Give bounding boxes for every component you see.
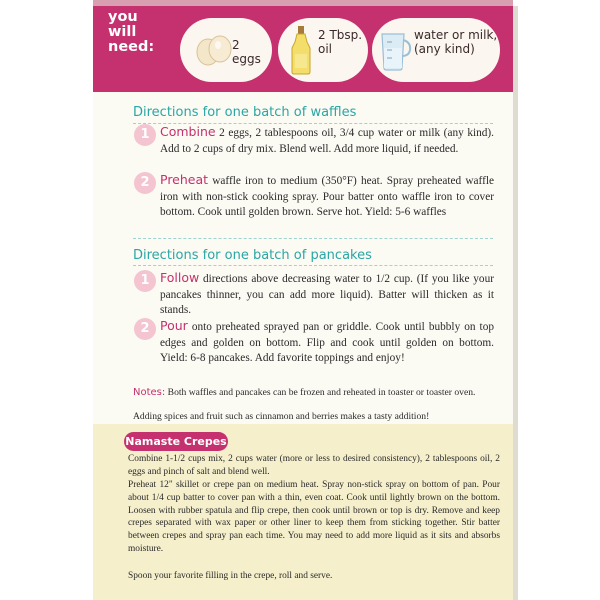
pancake-step-1-keyword: Follow bbox=[160, 270, 200, 285]
pancake-step-2 bbox=[160, 318, 494, 367]
crepes-paragraph-1: Combine 1-1/2 cups mix, 2 cups water (more or less to desired consistency), 2 tablespoons oil, 2 eggs and pinch of salt and blend well. bbox=[128, 454, 500, 477]
ingredient-eggs-label: 2 eggs bbox=[232, 38, 261, 66]
ingredient-eggs bbox=[180, 18, 272, 82]
you-will-need-label: you will need: bbox=[108, 9, 155, 55]
pancake-step-1-number: 1 bbox=[134, 270, 156, 292]
crepes-paragraph-3: Spoon your favorite filling in the crepe, roll and serve. bbox=[128, 571, 333, 581]
pancakes-heading: Directions for one batch of pancakes bbox=[133, 248, 372, 263]
pancake-step-1 bbox=[160, 270, 494, 319]
notes-line-1: Both waffles and pancakes can be frozen and reheated in toaster or toaster oven. bbox=[165, 387, 476, 398]
package-side-edge bbox=[513, 6, 518, 600]
waffles-heading: Directions for one batch of waffles bbox=[133, 105, 357, 120]
notes-block bbox=[133, 386, 495, 399]
waffle-step-1-text: 2 eggs, 2 tablespoons oil, 3/4 cup water or milk (any kind). Add to 2 cups of dry mix. Blend well. Add more liquid, if needed. bbox=[160, 127, 494, 155]
waffle-step-1 bbox=[160, 124, 494, 157]
pancake-step-2-keyword: Pour bbox=[160, 318, 188, 333]
pancake-step-2-text: onto preheated sprayed pan or griddle. Cook until bubbly on top edges and golden on bottom. Flip and cook until golden on bottom. Yield: 6-8 pancakes. Add favorite toppings and enjoy! bbox=[160, 321, 494, 364]
ingredient-oil bbox=[278, 18, 368, 82]
crepes-paragraph-2: Preheat 12" skillet or crepe pan on medium heat. Spray non-stick spray on bottom of pan. Pour about 1/4 cup batter to cover pan with a thin, even coat. Cook until lightly brown on the bottom. Loosen with rubber spatula and flip crepe, then cook until brown or top is dry. Remove and keep crepes separated with wax paper or other liner to keep them from sticking together. Stir batter between crepes and spray pan each time. You may need to add more liquid as it sits and absorbs moisture. bbox=[128, 480, 500, 554]
waffle-step-2-number: 2 bbox=[134, 172, 156, 194]
ingredient-liquid bbox=[372, 18, 500, 82]
waffle-step-2-text: waffle iron to medium (350°F) heat. Spray preheated waffle iron with non-stick cooking spray. Pour batter onto waffle iron to cover bottom. Cook until golden brown. Serve hot. Yield: 5-6 waffles bbox=[160, 175, 494, 218]
section-divider bbox=[133, 238, 493, 239]
oil-bottle-icon bbox=[288, 24, 314, 76]
waffle-step-1-number: 1 bbox=[134, 124, 156, 146]
pancake-step-2-number: 2 bbox=[134, 318, 156, 340]
ingredient-oil-label: 2 Tbsp. oil bbox=[318, 28, 363, 56]
notes-line-2: Adding spices and fruit such as cinnamon and berries makes a tasty addition! bbox=[133, 411, 430, 422]
waffle-step-1-keyword: Combine bbox=[160, 124, 216, 139]
pancakes-divider bbox=[133, 265, 493, 266]
waffle-step-2 bbox=[160, 172, 494, 221]
measuring-cup-icon bbox=[378, 28, 414, 72]
notes-label: Notes: bbox=[133, 387, 166, 398]
pancake-step-1-text: directions above decreasing water to 1/2 cup. (If you like your pancakes thinner, you can add more liquid). Batter will thicken as it stands. bbox=[160, 273, 494, 316]
waffle-step-2-keyword: Preheat bbox=[160, 172, 209, 187]
eggs-icon bbox=[194, 32, 234, 68]
crepes-heading-badge: Namaste Crepes bbox=[124, 432, 228, 451]
ingredient-liquid-label: water or milk, (any kind) bbox=[414, 28, 498, 56]
